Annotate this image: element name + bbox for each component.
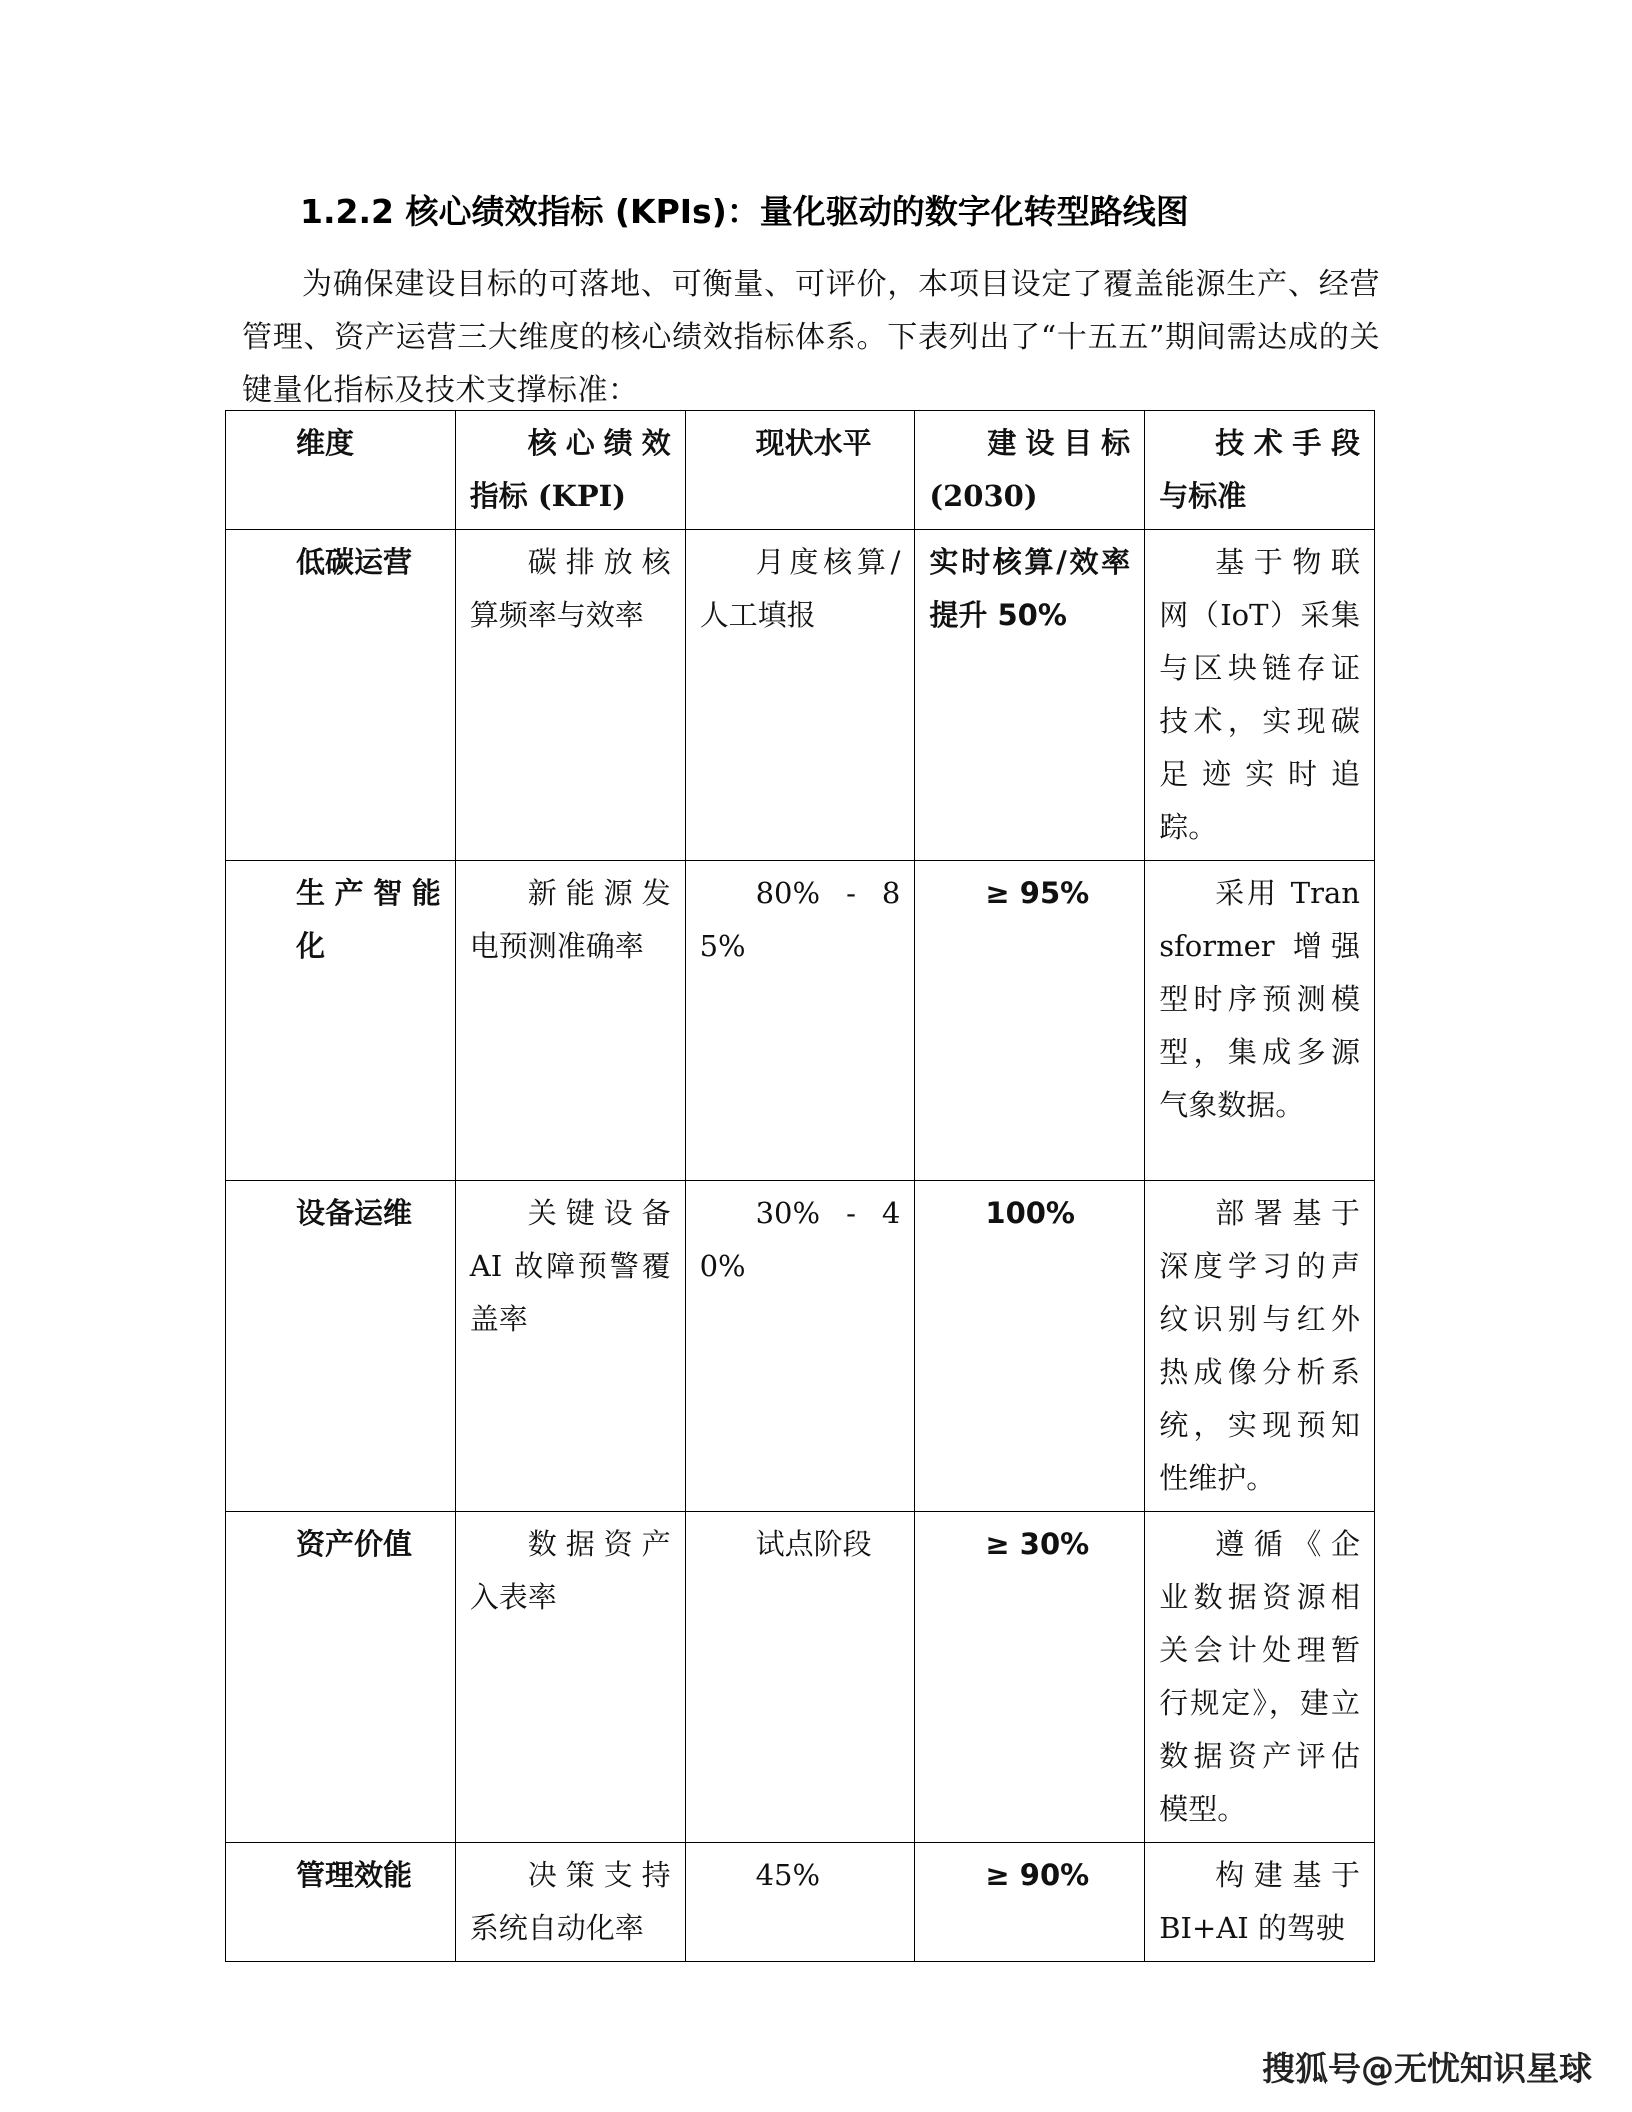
cell-target: ≥ 95% [915, 861, 1145, 1181]
cell-dimension: 管理效能 [226, 1843, 456, 1962]
cell-target: 实时核算/效率提升 50% [915, 530, 1145, 861]
cell-kpi: 新能源发电预测准确率 [455, 861, 685, 1181]
cell-dimension: 低碳运营 [226, 530, 456, 861]
cell-tech: 基于物联网（IoT）采集与区块链存证技术，实现碳足迹实时追踪。 [1145, 530, 1375, 861]
cell-target: 100% [915, 1181, 1145, 1512]
header-tech: 技术手段与标准 [1145, 411, 1375, 530]
table-row [226, 861, 1375, 1181]
cell-dimension: 资产价值 [226, 1512, 456, 1843]
cell-tech: 遵循《企业数据资源相关会计处理暂行规定》，建立数据资产评估模型。 [1145, 1512, 1375, 1843]
cell-tech: 采用 Transformer 增强型时序预测模型，集成多源气象数据。 [1145, 861, 1375, 1181]
cell-tech: 部署基于深度学习的声纹识别与红外热成像分析系统，实现预知性维护。 [1145, 1181, 1375, 1512]
header-status: 现状水平 [685, 411, 915, 530]
intro-paragraph: 为确保建设目标的可落地、可衡量、可评价，本项目设定了覆盖能源生产、经营管理、资产运营三大维度的核心绩效指标体系。下表列出了“十五五”期间需达成的关键量化指标及技术支撑标准： [242, 267, 1380, 408]
table-row [226, 530, 1375, 861]
section-heading: 1.2.2 核心绩效指标 (KPIs)：量化驱动的数字化转型路线图 [300, 192, 1189, 231]
cell-target: ≥ 90% [915, 1843, 1145, 1962]
table-row [226, 1843, 1375, 1962]
cell-status: 80% - 85% [685, 861, 915, 1181]
cell-kpi: 碳排放核算频率与效率 [455, 530, 685, 861]
cell-kpi: 关键设备 AI 故障预警覆盖率 [455, 1181, 685, 1512]
cell-target: ≥ 30% [915, 1512, 1145, 1843]
cell-tech: 构建基于 BI+AI 的驾驶 [1145, 1843, 1375, 1962]
table-header-row [226, 411, 1375, 530]
cell-kpi: 数据资产入表率 [455, 1512, 685, 1843]
table-row [226, 1512, 1375, 1843]
watermark: 搜狐号@无忧知识星球 [1262, 2049, 1592, 2088]
cell-status: 试点阶段 [685, 1512, 915, 1843]
cell-status: 45% [685, 1843, 915, 1962]
cell-dimension: 设备运维 [226, 1181, 456, 1512]
cell-kpi: 决策支持系统自动化率 [455, 1843, 685, 1962]
kpi-table [225, 410, 1375, 1962]
header-target: 建设目标 (2030) [915, 411, 1145, 530]
table-row [226, 1181, 1375, 1512]
header-dimension: 维度 [226, 411, 456, 530]
header-kpi: 核心绩效指标 (KPI) [455, 411, 685, 530]
cell-status: 月度核算/人工填报 [685, 530, 915, 861]
cell-status: 30% - 40% [685, 1181, 915, 1512]
cell-dimension: 生产智能化 [226, 861, 456, 1181]
